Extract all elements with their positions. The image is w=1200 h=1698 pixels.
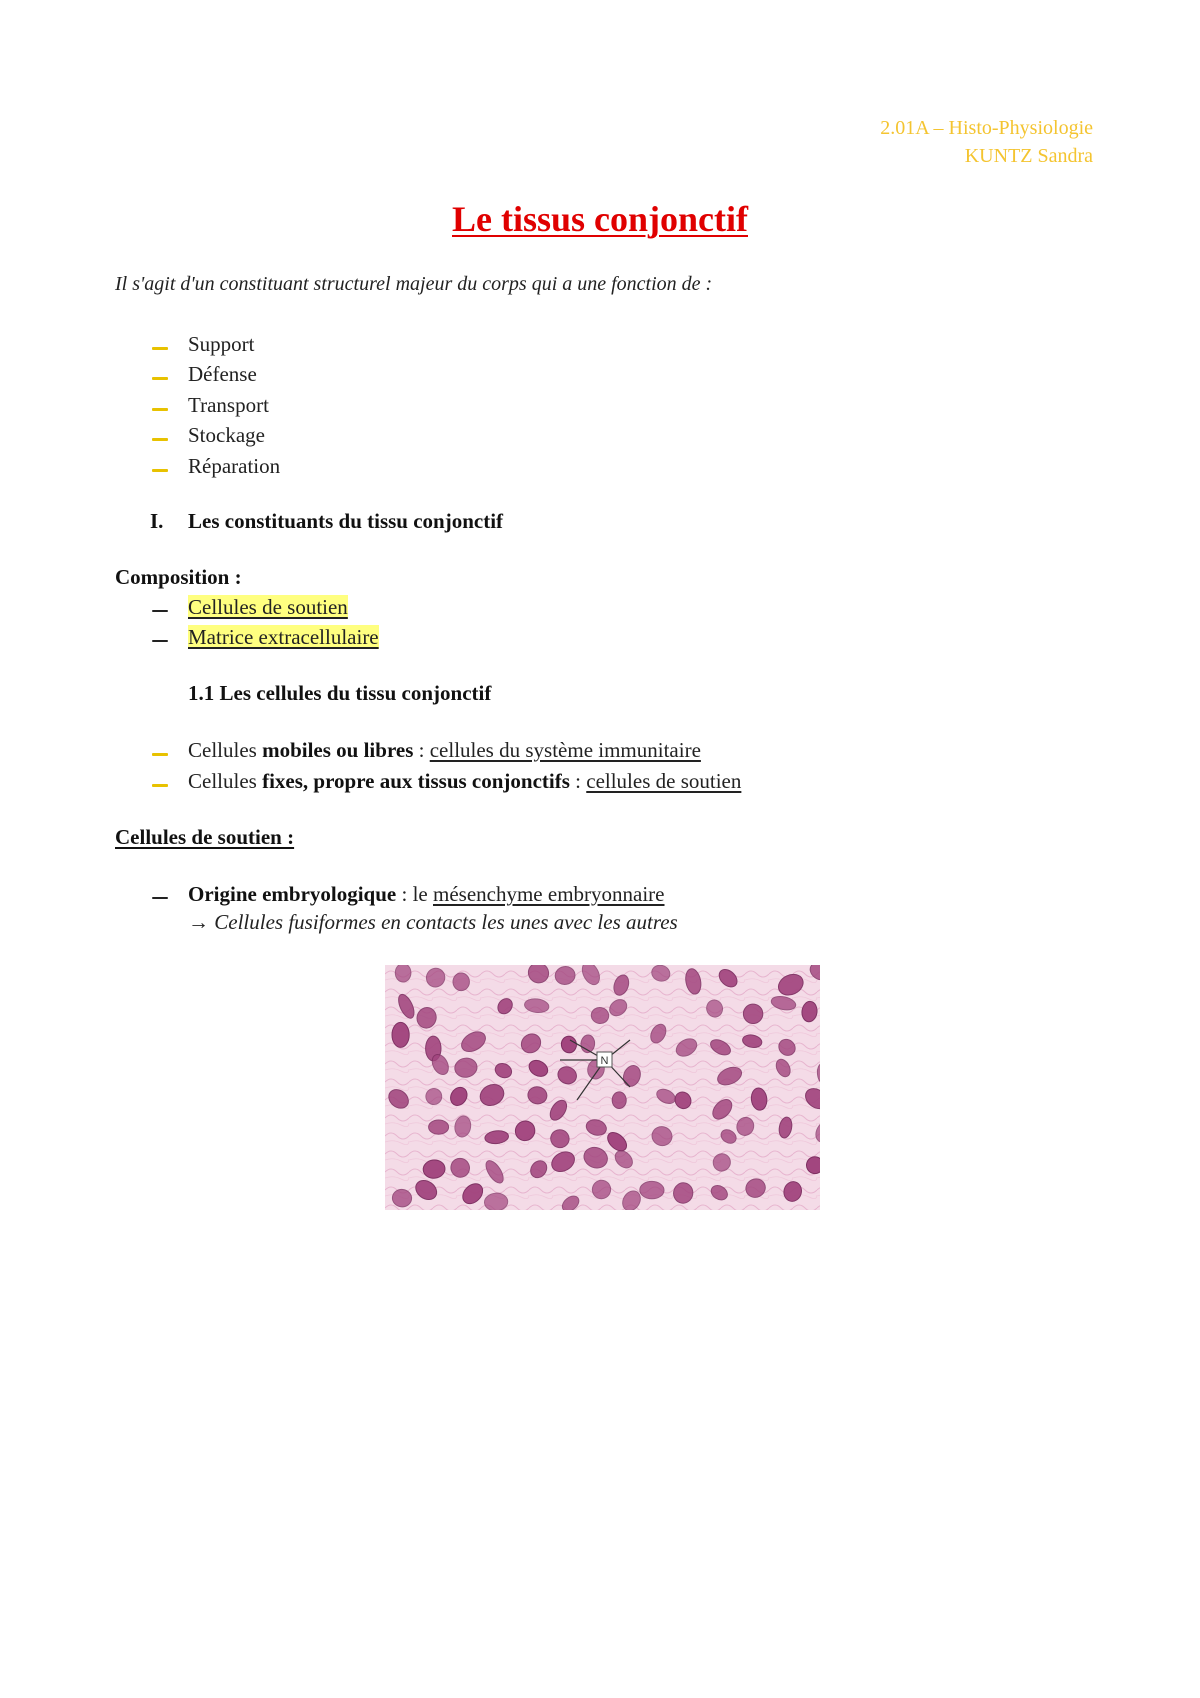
cell-nucleus: [429, 1120, 449, 1134]
bullet-dash: [152, 377, 168, 380]
bullet-dash: [152, 347, 168, 350]
function-item: Support: [188, 332, 255, 356]
bullet-dash: [152, 897, 168, 899]
cell-type-prefix: Cellules: [188, 769, 263, 793]
section-number: I.: [150, 509, 164, 533]
origin-sep: : le: [396, 882, 433, 906]
header-author: KUNTZ Sandra: [964, 145, 1093, 167]
cell-type-link: cellules de soutien: [586, 769, 742, 793]
composition-item-text: Matrice extracellulaire: [188, 625, 379, 649]
cell-nucleus: [640, 1181, 665, 1199]
function-item: Stockage: [188, 423, 265, 447]
bullet-dash: [152, 469, 168, 472]
composition-item: [188, 595, 348, 620]
composition-label: Composition :: [115, 565, 242, 589]
cell-nucleus: [612, 1092, 626, 1109]
subsection-title: 1.1 Les cellules du tissu conjonctif: [188, 681, 492, 705]
soutien-heading: Cellules de soutien :: [115, 825, 295, 849]
cell-nucleus: [392, 1022, 409, 1047]
bullet-dash: [152, 408, 168, 411]
function-item: Réparation: [188, 454, 281, 478]
bullet-dash: [152, 610, 168, 612]
cell-type-bold: mobiles ou libres: [262, 738, 414, 762]
arrow-note: → Cellules fusiformes en contacts les unes avec les autres: [188, 910, 678, 934]
cell-type-sep: :: [413, 738, 430, 762]
bullet-dash: [152, 753, 168, 756]
origin-item: [188, 882, 665, 907]
page-title: Le tissus conjonctif: [452, 199, 748, 239]
origin-value: mésenchyme embryonnaire: [433, 882, 665, 906]
cell-nucleus: [395, 965, 411, 982]
function-item: Défense: [188, 362, 257, 386]
cell-type-link: cellules du système immunitaire: [429, 738, 701, 762]
function-item: Transport: [188, 393, 269, 417]
bullet-dash: [152, 784, 168, 787]
cell-type-item: [188, 769, 741, 794]
composition-item: [188, 625, 379, 650]
intro-text: Il s'agit d'un constituant structurel majeur du corps qui a une fonction de :: [115, 273, 713, 295]
micrograph-svg: [385, 965, 820, 1210]
cell-type-item: [188, 738, 701, 763]
header-course: 2.01A – Histo-Physiologie: [880, 117, 1093, 139]
cell-type-prefix: Cellules: [188, 738, 263, 762]
figure-label: N: [600, 1055, 609, 1067]
section-title: Les constituants du tissu conjonctif: [188, 509, 504, 533]
composition-item-text: Cellules de soutien: [188, 595, 348, 619]
cell-type-bold: fixes, propre aux tissus conjonctifs: [262, 769, 570, 793]
origin-label: Origine embryologique: [188, 882, 397, 906]
bullet-dash: [152, 640, 168, 642]
cell-type-sep: :: [569, 769, 587, 793]
cell-nucleus: [453, 973, 470, 991]
bullet-dash: [152, 438, 168, 441]
histology-micrograph: [385, 965, 820, 1210]
